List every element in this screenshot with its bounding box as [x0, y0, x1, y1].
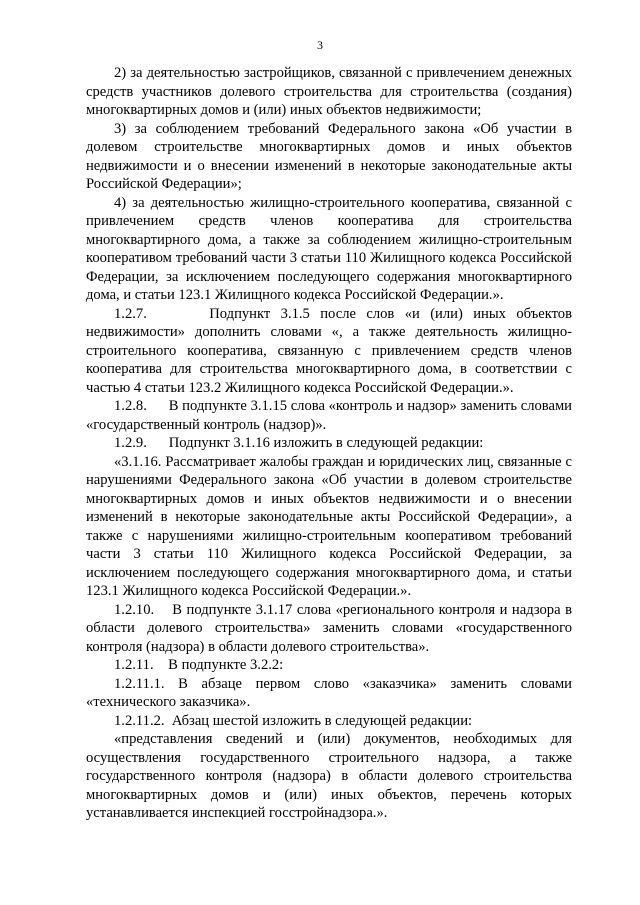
paragraph-1-2-9: 1.2.9. Подпункт 3.1.16 изложить в следующей редакции: [114, 435, 484, 451]
paragraph-item-3: 3) за соблюдением требований Федерального закона «Об участии в долевом строительстве многоквартирных домов и иных объектов недвижимости и о внесении изменений в некоторые законодательные акты Российской Федерации»; [86, 120, 572, 192]
document-body [86, 64, 572, 823]
paragraph-item-4: 4) за деятельностью жилищно-строительного кооператива, связанной с привлечением средств членов кооператива для строительства многоквартирного дома, а также за соблюдением жилищно-строительным кооперативом требований части 3 статьи 110 Жилищного кодекса Российской Федерации, за исключением последующего содержания многоквартирного дома, и статьи 123.1 Жилищного кодекса Российской Федерации.». [86, 194, 572, 303]
paragraph-new-text-quote: «представления сведений и (или) документов, необходимых для осуществления государственного строительного надзора, а также государственного контроля (надзора) в области долевого строительства многоквартирных домов и (или) иных объектов, перечень которых устанавливается инспекцией госстройнадзора.». [86, 731, 572, 821]
paragraph-3-1-16-quote: «3.1.16. Рассматривает жалобы граждан и юридических лиц, связанные с нарушениями Федерального закона «Об участии в долевом строительстве многоквартирных домов и иных объектов недвижимости и о внесении изменений в некоторые законодательные акты Российской Федерации», а также с нарушениями жилищно-строительным кооперативом требований части 3 статьи 110 Жилищного кодекса Российской Федерации, за исключением последующего содержания многоквартирного дома, и статьи 123.1 Жилищного кодекса Российской Федерации.». [86, 453, 572, 599]
paragraph-item-2: 2) за деятельностью застройщиков, связанной с привлечением денежных средств участников долевого строительства для строительства (создания) многоквартирных домов и (или) иных объектов недвижимости; [86, 65, 572, 118]
paragraph-1-2-11-1: 1.2.11.1. В абзаце первом слово «заказчика» заменить словами «технического заказчика». [86, 675, 572, 710]
paragraph-1-2-11-2: 1.2.11.2. Абзац шестой изложить в следующей редакции: [114, 712, 473, 729]
paragraph-1-2-10: 1.2.10. В подпункте 3.1.17 слова «регионального контроля и надзора в области долевого строительства» заменить словами «государственного контроля (надзора) в области долевого строительства». [86, 601, 572, 655]
paragraph-1-2-7: 1.2.7. Подпункт 3.1.5 после слов «и (или) иных объектов недвижимости» дополнить словами «, а также деятельность жилищно-строительного кооператива, связанную с привлечением средств членов кооператива для строительства многоквартирного дома, в соответствии с частью 4 статьи 123.2 Жилищного кодекса Российской Федерации.». [86, 305, 572, 396]
page-number: 3 [317, 38, 323, 52]
paragraph-1-2-11: 1.2.11. В подпункте 3.2.2: [114, 657, 284, 673]
paragraph-1-2-8: 1.2.8. В подпункте 3.1.15 слова «контроль и надзор» заменить словами «государственный контроль (надзор)». [86, 398, 572, 433]
